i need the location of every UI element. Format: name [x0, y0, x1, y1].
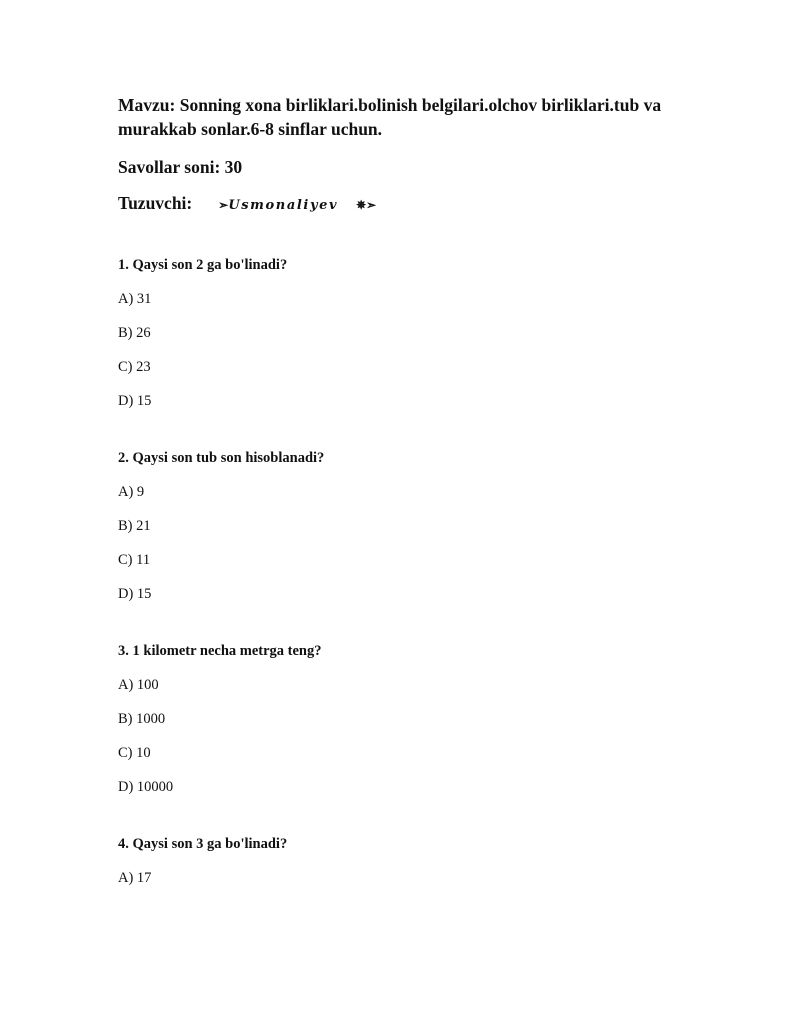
author-signature — [218, 193, 376, 218]
option-a: A) 17 — [118, 870, 152, 886]
author-name: Usmonaliyev — [228, 198, 339, 213]
option-d: D) 10000 — [118, 779, 174, 795]
option-b: B) 1000 — [118, 711, 166, 727]
question-text: 1. Qaysi son 2 ga bo'linadi? — [118, 257, 288, 273]
option-c: C) 11 — [118, 552, 151, 568]
author-label: Tuzuvchi: — [118, 193, 193, 213]
ornament-right-icon: ✵➣ — [356, 198, 377, 212]
document-page — [118, 93, 698, 902]
ornament-left-icon: ➣ — [218, 198, 229, 212]
question-text: 2. Qaysi son tub son hisoblanadi? — [118, 450, 325, 466]
option-d: D) 15 — [118, 393, 152, 409]
author-row — [118, 191, 698, 218]
question-count: Savollar soni: 30 — [118, 157, 243, 177]
option-b: B) 26 — [118, 325, 151, 341]
question-1 — [118, 255, 698, 411]
document-title: Mavzu: Sonning xona birliklari.bolinish belgilari.olchov birliklari.tub va murakkab sonlar.6-8 sinflar uchun. — [118, 95, 662, 139]
question-4 — [118, 834, 698, 888]
option-a: A) 9 — [118, 484, 145, 500]
option-d: D) 15 — [118, 586, 152, 602]
option-a: A) 100 — [118, 677, 159, 693]
option-a: A) 31 — [118, 291, 152, 307]
option-b: B) 21 — [118, 518, 151, 534]
question-text: 4. Qaysi son 3 ga bo'linadi? — [118, 836, 288, 852]
option-c: C) 23 — [118, 359, 151, 375]
option-c: C) 10 — [118, 745, 151, 761]
question-3 — [118, 641, 698, 797]
question-text: 3. 1 kilometr necha metrga teng? — [118, 643, 322, 659]
question-2 — [118, 448, 698, 604]
